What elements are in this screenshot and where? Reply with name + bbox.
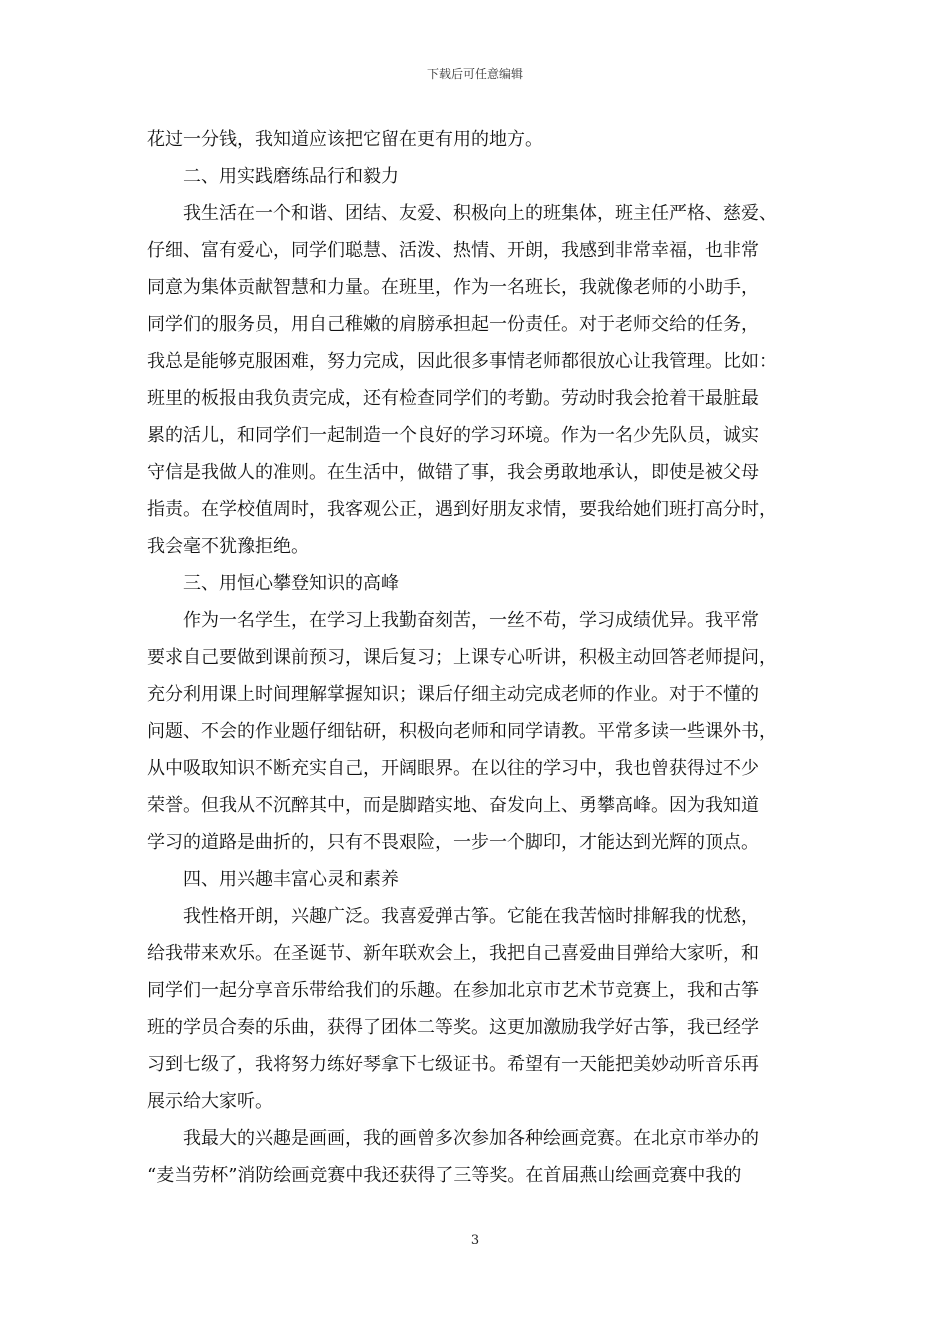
section-heading: 四、用兴趣丰富心灵和素养 — [147, 869, 399, 890]
text-line: 问题、不会的作业题仔细钻研，积极向老师和同学请教。平常多读一些课外书， — [147, 721, 777, 742]
text-line: 花过一分钱，我知道应该把它留在更有用的地方。 — [147, 129, 543, 150]
text-line: 仔细、富有爱心，同学们聪慧、活泼、热情、开朗，我感到非常幸福，也非常 — [147, 240, 759, 261]
text-line: 给我带来欢乐。在圣诞节、新年联欢会上，我把自己喜爱曲目弹给大家听，和 — [147, 943, 759, 964]
text-line: 同意为集体贡献智慧和力量。在班里，作为一名班长，我就像老师的小助手， — [147, 277, 759, 298]
document-body — [147, 121, 807, 1194]
section-heading: 二、用实践磨练品行和毅力 — [147, 166, 399, 187]
text-line: 我会毫不犹豫拒绝。 — [147, 536, 309, 557]
text-line: 要求自己要做到课前预习，课后复习；上课专心听讲，积极主动回答老师提问， — [147, 647, 777, 668]
text-line: 从中吸取知识不断充实自己，开阔眼界。在以往的学习中，我也曾获得过不少 — [147, 758, 759, 779]
text-line: 我最大的兴趣是画画，我的画曾多次参加各种绘画竞赛。在北京市举办的 — [147, 1128, 759, 1149]
text-line: 同学们一起分享音乐带给我们的乐趣。在参加北京市艺术节竞赛上，我和古筝 — [147, 980, 759, 1001]
text-line: 我生活在一个和谐、团结、友爱、积极向上的班集体，班主任严格、慈爱、 — [147, 203, 777, 224]
page-header: 下载后可任意编辑 — [426, 67, 523, 81]
text-line: 充分利用课上时间理解掌握知识；课后仔细主动完成老师的作业。对于不懂的 — [147, 684, 759, 705]
text-line: 作为一名学生，在学习上我勤奋刻苦，一丝不苟，学习成绩优异。我平常 — [147, 610, 759, 631]
text-line: 我性格开朗，兴趣广泛。我喜爱弹古筝。它能在我苦恼时排解我的忧愁， — [147, 906, 759, 927]
text-line: 指责。在学校值周时，我客观公正，遇到好朋友求情，要我给她们班打高分时， — [147, 499, 777, 520]
text-line: 习到七级了，我将努力练好琴拿下七级证书。希望有一天能把美妙动听音乐再 — [147, 1054, 759, 1075]
text-line: 我总是能够克服困难，努力完成，因此很多事情老师都很放心让我管理。比如： — [147, 351, 777, 372]
text-line: 学习的道路是曲折的，只有不畏艰险，一步一个脚印，才能达到光辉的顶点。 — [147, 832, 759, 853]
page-number: 3 — [470, 1233, 480, 1248]
text-line: 同学们的服务员，用自己稚嫩的肩膀承担起一份责任。对于老师交给的任务， — [147, 314, 759, 335]
text-line: 荣誉。但我从不沉醉其中，而是脚踏实地、奋发向上、勇攀高峰。因为我知道 — [147, 795, 759, 816]
section-heading: 三、用恒心攀登知识的高峰 — [147, 573, 399, 594]
text-line: 班里的板报由我负责完成，还有检查同学们的考勤。劳动时我会抢着干最脏最 — [147, 388, 759, 409]
text-line: 展示给大家听。 — [147, 1091, 273, 1112]
text-line: 守信是我做人的准则。在生活中，做错了事，我会勇敢地承认，即使是被父母 — [147, 462, 759, 483]
text-line: 累的活儿，和同学们一起制造一个良好的学习环境。作为一名少先队员，诚实 — [147, 425, 759, 446]
text-line: 班的学员合奏的乐曲，获得了团体二等奖。这更加激励我学好古筝，我已经学 — [147, 1017, 759, 1038]
text-line: “麦当劳杯”消防绘画竞赛中我还获得了三等奖。在首届燕山绘画竞赛中我的 — [147, 1165, 742, 1186]
